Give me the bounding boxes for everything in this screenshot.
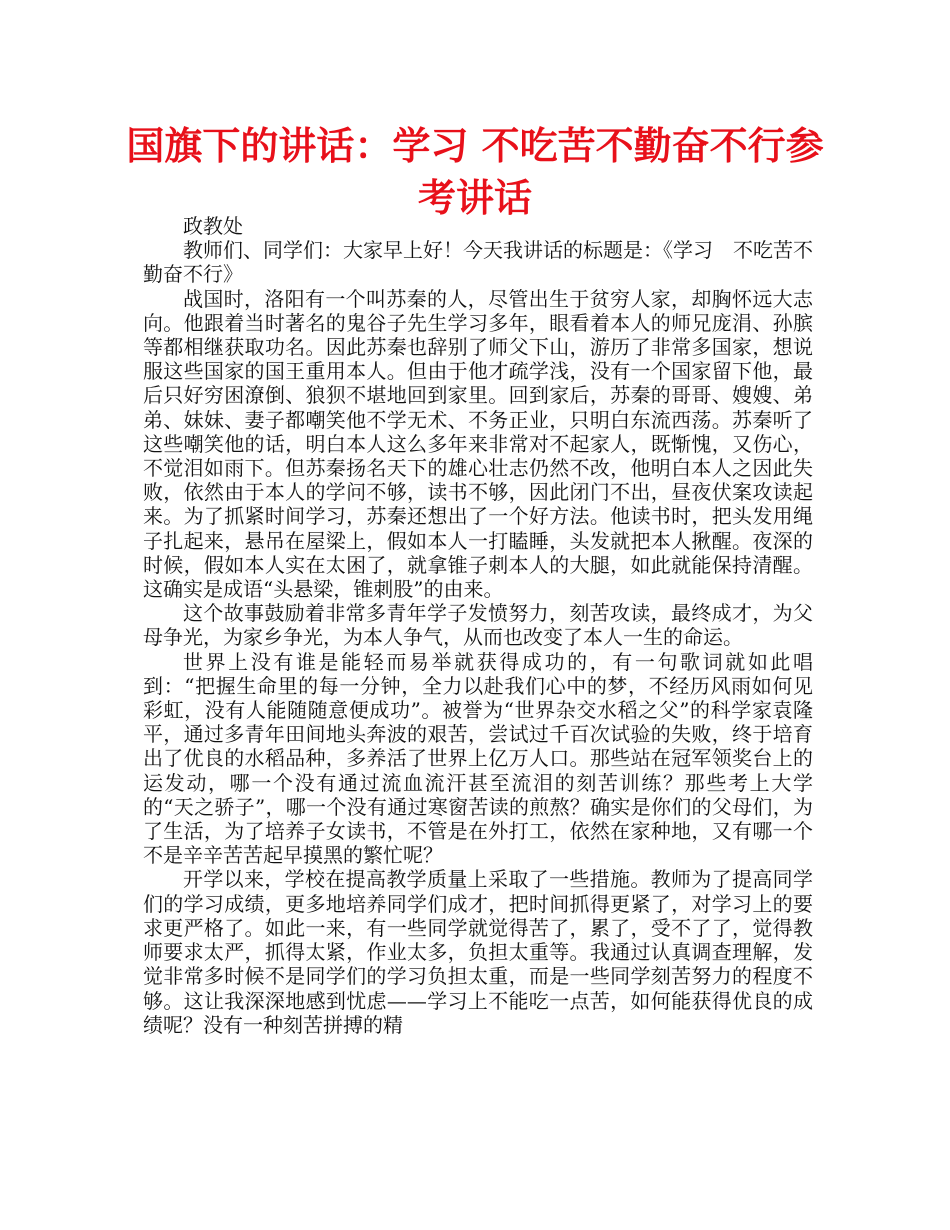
document-body	[143, 214, 813, 1037]
greeting-paragraph: 教师们、同学们：大家早上好！今天我讲话的标题是：《学习 不吃苦不勤奋不行》	[143, 238, 813, 287]
document-title: 国旗下的讲话：学习 不吃苦不勤奋不行参考讲话	[126, 124, 824, 220]
lesson-paragraph: 这个故事鼓励着非常多青年学子发愤努力，刻苦攻读，最终成才，为父母争光，为家乡争光，为本人争气，从而也改变了本人一生的命运。	[143, 601, 813, 650]
school-paragraph: 开学以来，学校在提高教学质量上采取了一些措施。教师为了提高同学们的学习成绩，更多地培养同学们成才，把时间抓得更紧了，对学习上的要求更严格了。如此一来，有一些同学就觉得苦了，累了，受不了了，觉得教师要求太严，抓得太紧，作业太多，负担太重等。我通过认真调查理解，发觉非常多时候不是同学们的学习负担太重，而是一些同学刻苦努力的程度不够。这让我深深地感到忧虑——学习上不能吃一点苦，如何能获得优良的成绩呢？没有一种刻苦拼搏的精	[143, 867, 813, 1037]
department-line: 政教处	[183, 214, 243, 238]
story-paragraph: 战国时，洛阳有一个叫苏秦的人，尽管出生于贫穷人家，却胸怀远大志向。他跟着当时著名的鬼谷子先生学习多年，眼看着本人的师兄庞涓、孙膑等都相继获取功名。因此苏秦也辞别了师父下山，游历了非常多国家，想说服这些国家的国王重用本人。但由于他才疏学浅，没有一个国家留下他，最后只好穷困潦倒、狼狈不堪地回到家里。回到家后，苏秦的哥哥、嫂嫂、弟弟、妹妹、妻子都嘲笑他不学无术、不务正业，只明白东流西荡。苏秦听了这些嘲笑他的话，明白本人这么多年来非常对不起家人，既惭愧，又伤心，不觉泪如雨下。但苏秦扬名天下的雄心壮志仍然不改，他明白本人之因此失败，依然由于本人的学问不够，读书不够，因此闭门不出，昼夜伏案攻读起来。为了抓紧时间学习，苏秦还想出了一个好方法。他读书时，把头发用绳子扎起来，悬吊在屋梁上，假如本人一打瞌睡，头发就把本人揪醒。夜深的时候，假如本人实在太困了，就拿锥子刺本人的大腿，如此就能保持清醒。这确实是成语“头悬梁，锥刺股”的由来。	[143, 286, 813, 602]
examples-paragraph: 世界上没有谁是能轻而易举就获得成功的，有一句歌词就如此唱到：“把握生命里的每一分钟，全力以赴我们心中的梦，不经历风雨如何见彩虹，没有人能随随意便成功”。被誉为“世界杂交水稻之父”的科学家袁隆平，通过多青年田间地头奔波的艰苦，尝试过千百次试验的失败，终于培育出了优良的水稻品种，多养活了世界上亿万人口。那些站在冠军领奖台上的运发动，哪一个没有通过流血流汗甚至流泪的刻苦训练？那些考上大学的“天之骄子”，哪一个没有通过寒窗苦读的煎熬？确实是你们的父母们，为了生活，为了培养子女读书，不管是在外打工，依然在家种地，又有哪一个不是辛辛苦苦起早摸黑的繁忙呢？	[143, 649, 813, 868]
